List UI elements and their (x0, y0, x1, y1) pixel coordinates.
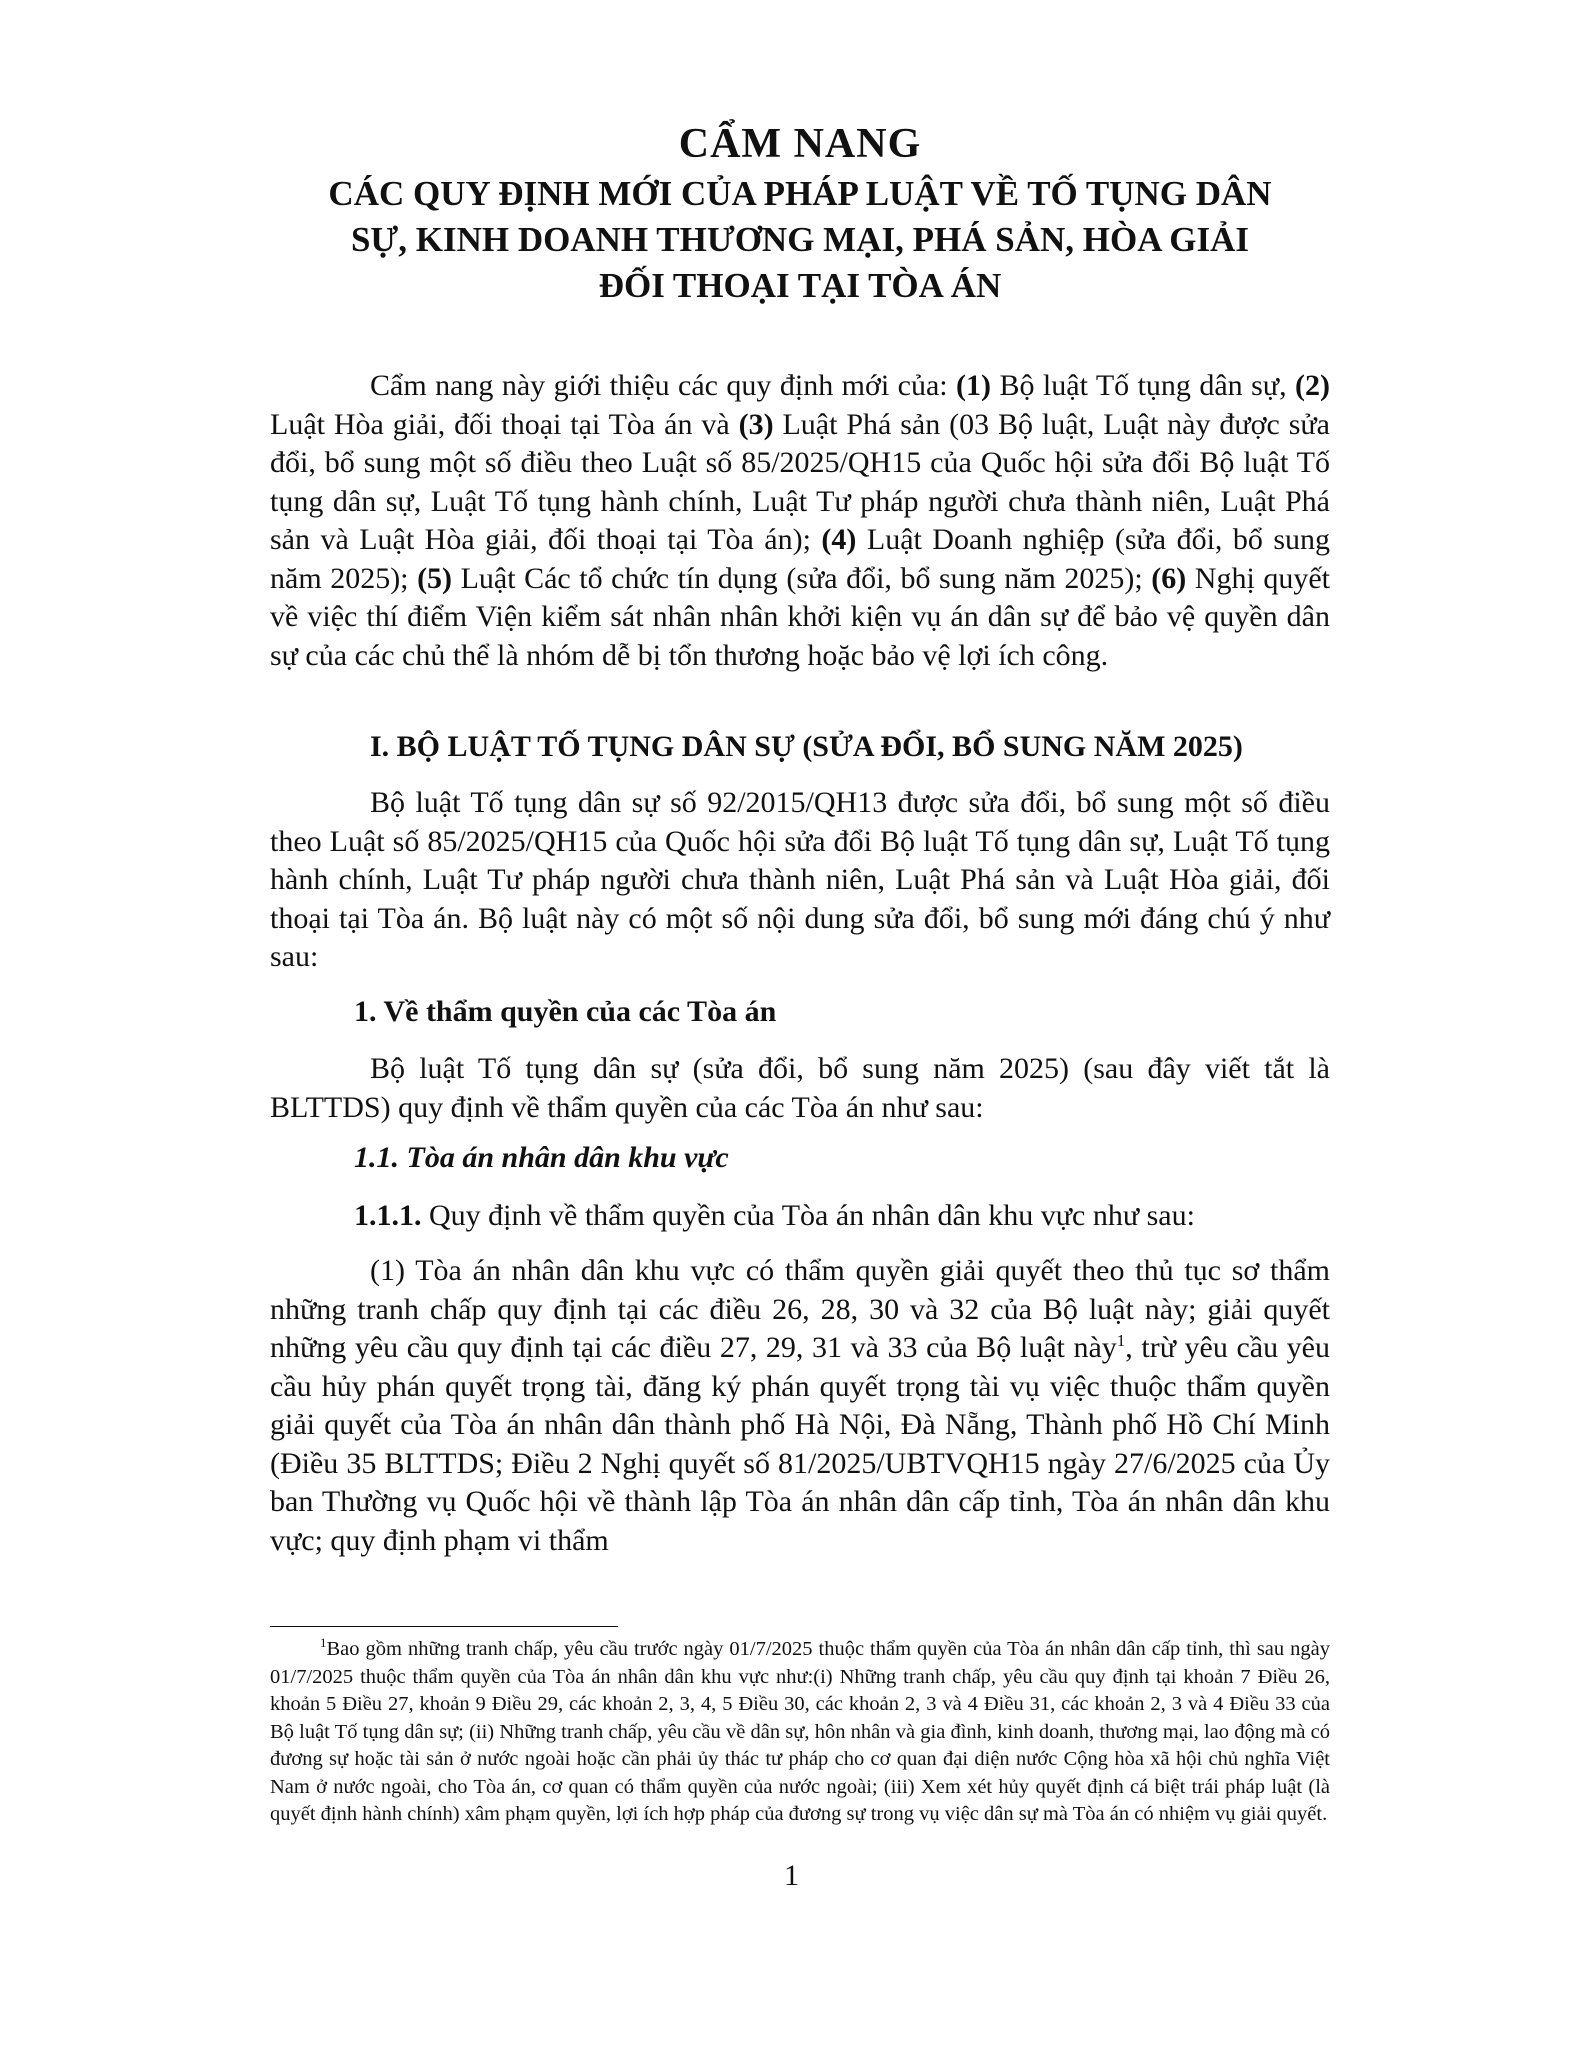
rule-number: 1.1.1. (354, 1199, 422, 1232)
competence-paragraph: Bộ luật Tố tụng dân sự (sửa đổi, bổ sung năm 2025) (sau đây viết tắt là BLTTDS) quy định về thẩm quyền của các Tòa án như sau: (270, 1052, 1330, 1124)
page-number: 1 (784, 1859, 799, 1892)
section-paragraph: Bộ luật Tố tụng dân sự số 92/2015/QH13 được sửa đổi, bổ sung một số điều theo Luật số 85/2025/QH15 của Quốc hội sửa đổi Bộ luật Tố tụng dân sự, Luật Tố tụng hành chính, Luật Tư pháp người chưa thành niên, Luật Phá sản và Luật Hòa giải, đối thoại tại Tòa án. Bộ luật này có một số nội dung sửa đổi, bổ sung mới đáng chú ý như sau: (270, 786, 1330, 973)
intro-text-1: Bộ luật Tố tụng dân sự, (991, 369, 1296, 402)
title-main: CẨM NANG (678, 121, 922, 167)
jurisdiction-paragraph (270, 1252, 1330, 1560)
intro-text-4: Luật Doanh nghiệp (sửa đổi, bổ sung năm 2025); (270, 523, 1330, 595)
intro-marker-3: (3) (738, 407, 774, 441)
title-line-2: SỰ, KINH DOANH THƯƠNG MẠI, PHÁ SẢN, HÒA GIẢI (350, 220, 1250, 259)
intro-text-5: Luật Các tổ chức tín dụng (sửa đổi, bổ sung năm 2025); (452, 561, 1152, 595)
footnote-marker: 1 (320, 1635, 327, 1651)
sub-heading-competence: 1. Về thẩm quyền của các Tòa án (354, 995, 777, 1028)
intro-marker-5: (5) (417, 561, 453, 595)
intro-text-6: Nghị quyết về việc thí điểm Viện kiểm sát nhân nhân khởi kiện vụ án dân sự để bảo vệ quyền dân sự của các chủ thể là nhóm dễ bị tổn thương hoặc bảo vệ lợi ích công. (270, 561, 1330, 672)
intro-marker-2: (2) (1295, 369, 1330, 402)
rule-paragraph (354, 1196, 1195, 1236)
intro-marker-1: (1) (956, 369, 992, 402)
section-heading: I. BỘ LUẬT TỐ TỤNG DÂN SỰ (SỬA ĐỔI, BỔ SUNG NĂM 2025) (370, 730, 1243, 763)
document-title (270, 118, 1330, 308)
intro-text-3: Luật Phá sản (03 Bộ luật, Luật này được sửa đổi, bổ sung một số điều theo Luật số 85/2025/QH15 của Quốc hội sửa đổi Bộ luật Tố tụng dân sự, Luật Tố tụng hành chính, Luật Tư pháp người chưa thành niên, Luật Phá sản và Luật Hòa giải, đối thoại tại Tòa án); (270, 407, 1330, 556)
title-line-3: ĐỐI THOẠI TẠI TÒA ÁN (598, 266, 1002, 305)
jurisdiction-text-part-1: (1) Tòa án nhân dân khu vực có thẩm quyền giải quyết theo thủ tục sơ thẩm những tranh chấp quy định tại các điều 26, 28, 30 và 32 của Bộ luật này; giải quyết những yêu cầu quy định tại các điều 27, 29, 31 và 33 của Bộ luật này (270, 1254, 1330, 1364)
title-line-1: CÁC QUY ĐỊNH MỚI CỦA PHÁP LUẬT VỀ TỐ TỤNG DÂN (328, 174, 1272, 213)
footnote-reference[interactable]: 1 (1116, 1331, 1126, 1350)
intro-text-0: Cẩm nang này giới thiệu các quy định mới của: (370, 369, 957, 402)
footnote-text: Bao gồm những tranh chấp, yêu cầu trước ngày 01/7/2025 thuộc thẩm quyền của Tòa án nhân dân cấp tỉnh, thì sau ngày 01/7/2025 thuộc thẩm quyền của Tòa án nhân dân khu vực như:(i) Những tranh chấp, yêu cầu quy định tại khoản 7 Điều 26, khoản 5 Điều 27, khoản 9 Điều 29, các khoản 2, 3, 4, 5 Điều 30, các khoản 2, 3 và 4 Điều 31, các khoản 2, 3 và 4 Điều 33 của Bộ luật Tố tụng dân sự; (ii) Những tranh chấp, yêu cầu về dân sự, hôn nhân và gia đình, kinh doanh, thương mại, lao động mà có đương sự hoặc tài sản ở nước ngoài hoặc cần phải ủy thác tư pháp cho cơ quan đại diện nước Cộng hòa xã hội chủ nghĩa Việt Nam ở nước ngoài, cho Tòa án, cơ quan có thẩm quyền của nước ngoài; (iii) Xem xét hủy quyết định cá biệt trái pháp luật (là quyết định hành chính) xâm phạm quyền, lợi ích hợp pháp của đương sự trong vụ việc dân sự mà Tòa án có nhiệm vụ giải quyết. (270, 1638, 1330, 1825)
rule-text: Quy định về thẩm quyền của Tòa án nhân dân khu vực như sau: (421, 1199, 1195, 1232)
intro-marker-6: (6) (1151, 561, 1187, 595)
footnote (270, 1636, 1330, 1829)
intro-paragraph (270, 367, 1330, 675)
footnote-separator (270, 1626, 618, 1627)
intro-marker-4: (4) (821, 523, 857, 556)
jurisdiction-text-part-2: , trừ yêu cầu yêu cầu hủy phán quyết trọng tài, đăng ký phán quyết trọng tài vụ việc thuộc thẩm quyền giải quyết của Tòa án nhân dân thành phố Hà Nội, Đà Nẵng, Thành phố Hồ Chí Minh (Điều 35 BLTTDS; Điều 2 Nghị quyết số 81/2025/UBTVQH15 ngày 27/6/2025 của Ủy ban Thường vụ Quốc hội về thành lập Tòa án nhân dân cấp tỉnh, Tòa án nhân dân khu vực; quy định phạm vi thẩm (270, 1331, 1330, 1557)
intro-text-2: Luật Hòa giải, đối thoại tại Tòa án và (270, 407, 739, 441)
subsub-heading-regional-court: 1.1. Tòa án nhân dân khu vực (354, 1141, 729, 1174)
